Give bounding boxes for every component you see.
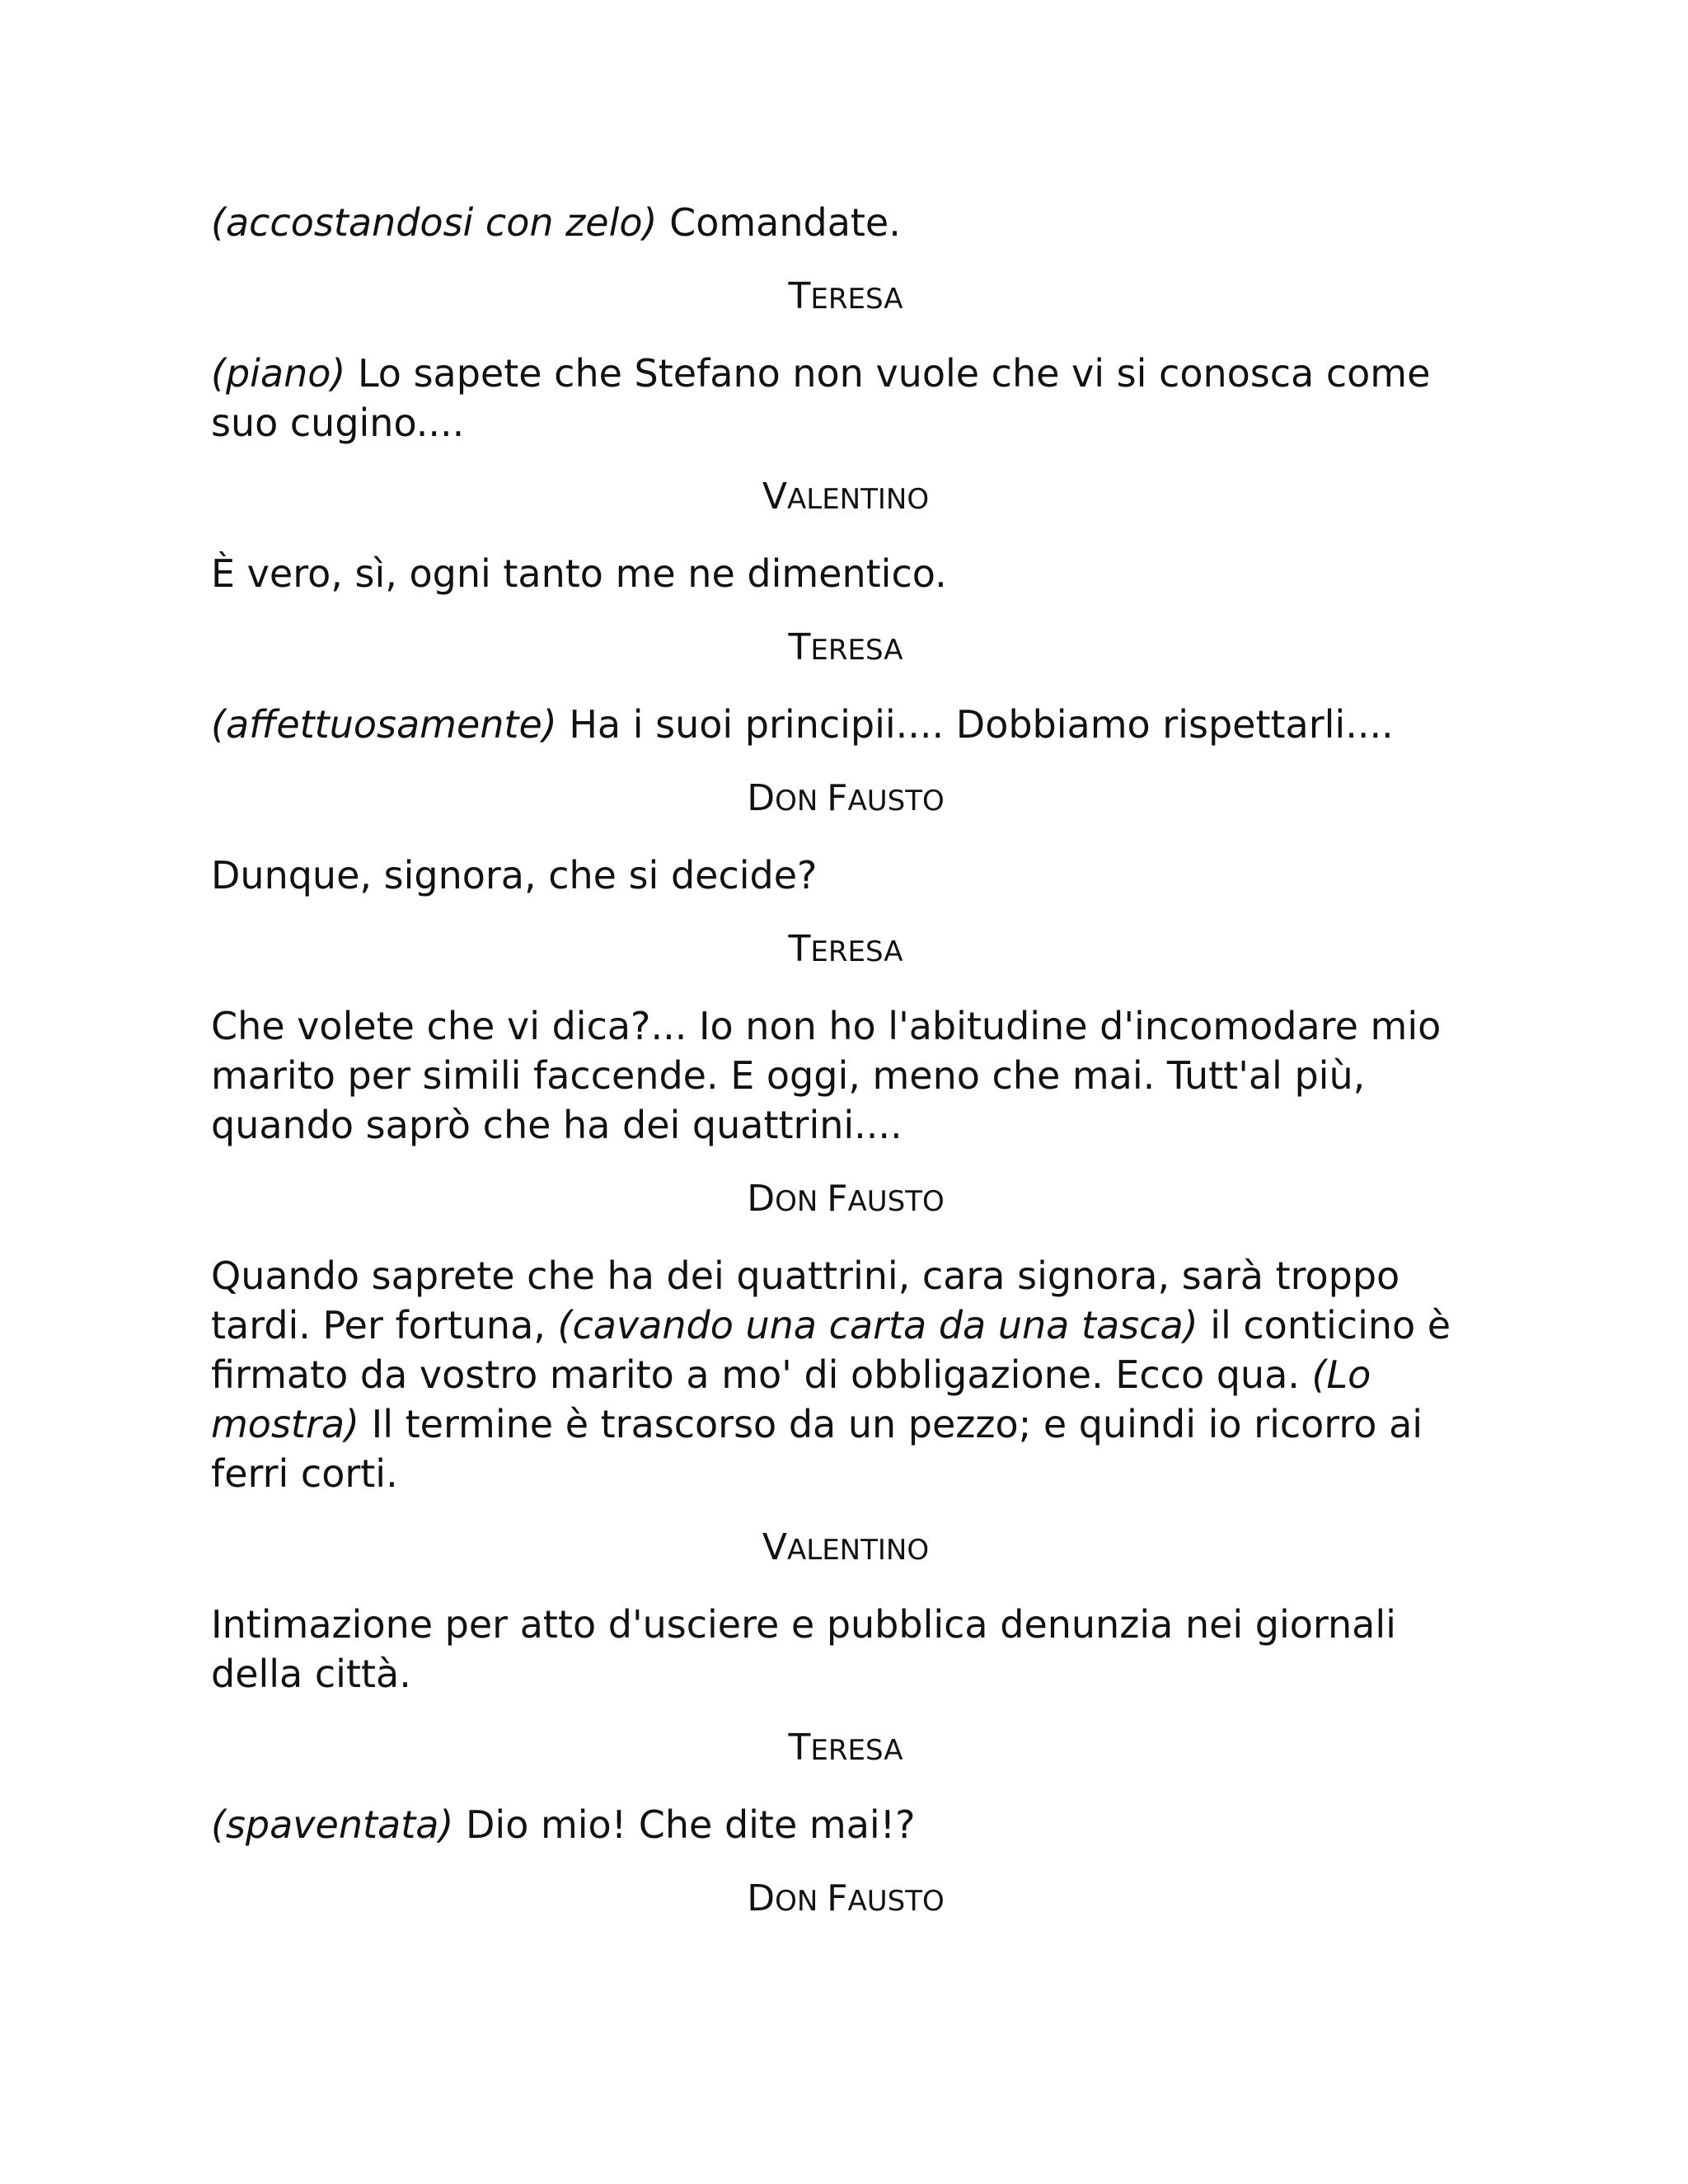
- dialogue-text: il conticino è firmato da vostro marito a mo' di obbligazione. Ecco qua.: [211, 1303, 1451, 1397]
- speaker-name: TERESA: [788, 275, 903, 317]
- speaker-name: VALENTINO: [762, 476, 930, 518]
- dialogue-line: [211, 1251, 1480, 1498]
- dialogue-line: [211, 198, 1480, 247]
- stage-direction: (affettuosamente): [211, 702, 557, 747]
- dialogue-text: Lo sapete che Stefano non vuole che vi si conosca come suo cugino....: [211, 351, 1431, 445]
- dialogue-line: [211, 1800, 1480, 1849]
- script-body: [211, 198, 1480, 1926]
- stage-direction: (piano): [211, 351, 346, 396]
- dialogue-text: Il termine è trascorso da un pezzo; e quindi io ricorro ai ferri corti.: [211, 1402, 1423, 1496]
- speaker-name: TERESA: [788, 626, 903, 668]
- stage-direction: (accostandosi con zelo): [211, 200, 658, 245]
- dialogue-line: [211, 349, 1480, 448]
- speaker-name: TERESA: [788, 928, 903, 970]
- stage-direction: (cavando una carta da una tasca): [557, 1303, 1198, 1347]
- dialogue-line: [211, 549, 1480, 598]
- speaker-name: DON FAUSTO: [747, 777, 945, 819]
- stage-direction: (spaventata): [211, 1802, 454, 1847]
- dialogue-text: Comandate.: [657, 200, 901, 245]
- dialogue-text: Che volete che vi dica?... Io non ho l'abitudine d'incomodare mio marito per simili faccende. E oggi, meno che mai. Tutt'al più, quando saprò che ha dei quattrini....: [211, 1004, 1442, 1147]
- dialogue-line: [211, 851, 1480, 900]
- stage-direction: (Lo mostra): [211, 1352, 1372, 1446]
- speaker-name: DON FAUSTO: [747, 1178, 945, 1220]
- dialogue-text: Dunque, signora, che si decide?: [211, 853, 818, 898]
- dialogue-line: [211, 700, 1480, 749]
- dialogue-text: È vero, sì, ogni tanto me ne dimentico.: [211, 551, 947, 596]
- dialogue-text: Ha i suoi principii.... Dobbiamo rispettarli....: [556, 702, 1394, 747]
- speaker-name: TERESA: [788, 1727, 903, 1769]
- dialogue-text: Intimazione per atto d'usciere e pubblica denunzia nei giornali della città.: [211, 1602, 1396, 1696]
- dialogue-line: [211, 1600, 1480, 1699]
- dialogue-text: Quando saprete che ha dei quattrini, cara signora, sarà troppo tardi. Per fortuna,: [211, 1254, 1400, 1347]
- dialogue-line: [211, 1001, 1480, 1150]
- dialogue-text: Dio mio! Che dite mai!?: [453, 1802, 916, 1847]
- speaker-name: DON FAUSTO: [747, 1877, 945, 1919]
- speaker-name: VALENTINO: [762, 1526, 930, 1568]
